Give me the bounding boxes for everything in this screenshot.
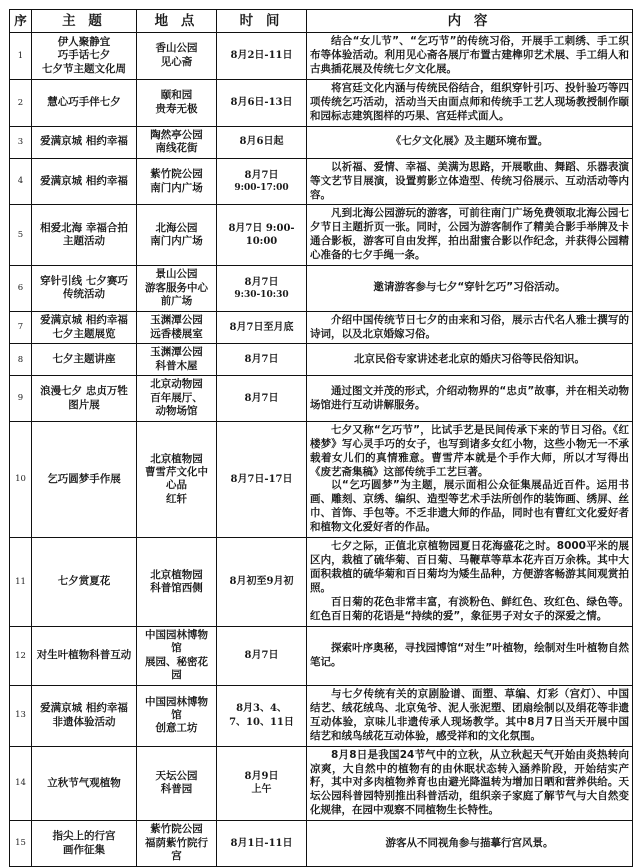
row-place: 紫竹院公园 福荫紫竹院行宫 [137, 821, 217, 866]
row-theme: 浪漫七夕 忠贞万牲 图片展 [32, 376, 137, 421]
row-time: 8月7日 9:30-10:30 [217, 266, 307, 311]
row-sequence-number: 4 [10, 158, 32, 205]
table-header [10, 10, 633, 33]
row-place: 玉渊潭公园 远香楼展室 [137, 311, 217, 344]
row-sequence-number: 14 [10, 746, 32, 821]
row-theme: 乞巧圆梦手作展 [32, 421, 137, 538]
row-place: 颐和园 贵寿无极 [137, 79, 217, 126]
row-time: 8月1日-11日 [217, 821, 307, 866]
row-content-paragraph: 介绍中国传统节日七夕的由来和习俗，展示古代名人雅士撰写的诗词，以及北京婚嫁习俗。 [310, 313, 629, 340]
row-time-range: 9:00-17:00 [234, 183, 289, 194]
row-time: 8月7日 9:00-10:00 [217, 205, 307, 266]
table-row [10, 344, 633, 376]
row-place: 北京动物园 百年展厅、 动物场馆 [137, 376, 217, 421]
row-content-paragraph: 《七夕文化展》及主题环境布置。 [390, 135, 549, 148]
row-sequence-number: 12 [10, 627, 32, 686]
row-theme: 慧心巧手伴七夕 [32, 79, 137, 126]
row-time: 8月7日至月底 [217, 311, 307, 344]
row-theme: 七夕主题讲座 [32, 344, 137, 376]
row-content-paragraph: 七夕之际，正值北京植物园夏日花海盛花之时。8000平米的展区内，栽植了硫华菊、百日菊、马鞭草等草本花卉百万余株。其中大面积栽植的硫华菊和百日菊均为矮生品种，方便游客畅游其间观赏拍照。 [310, 540, 629, 595]
row-time: 8月7日-17日 [217, 421, 307, 538]
row-theme: 穿针引线 七夕赛巧 传统活动 [32, 266, 137, 311]
row-theme: 伊人聚静宜 巧手话七夕 七夕节主题文化周 [32, 33, 137, 80]
row-sequence-number: 5 [10, 205, 32, 266]
row-theme: 爱满京城 相约幸福 [32, 158, 137, 205]
table-row [10, 685, 633, 746]
row-sequence-number: 11 [10, 538, 32, 627]
row-theme: 立秋节气观植物 [32, 746, 137, 821]
table-row [10, 376, 633, 421]
row-time: 8月7日 [217, 344, 307, 376]
row-theme: 相爱北海 幸福合拍 主题活动 [32, 205, 137, 266]
table-row [10, 266, 633, 311]
row-content [307, 126, 633, 158]
table-row [10, 821, 633, 866]
row-content [307, 33, 633, 80]
row-sequence-number: 10 [10, 421, 32, 538]
row-content-paragraph: 探索叶序奥秘，寻找园博馆“对生”叶植物，绘制对生叶植物自然笔记。 [310, 641, 629, 668]
row-content-paragraph: 凡到北海公园游玩的游客，可前往南门广场免费领取北海公园七夕节日主题折页一张。同时，公园为游客制作了精美合影手举牌及卡通合影板，游客可自由发挥，拍出甜蜜合影以作纪念，并获得公园精心准备的七夕手绳一条。 [310, 207, 629, 262]
row-time-range: 9:30-10:30 [234, 290, 289, 301]
row-sequence-number: 13 [10, 685, 32, 746]
row-content [307, 311, 633, 344]
column-header-time: 时 间 [217, 10, 307, 33]
row-content-paragraph: 结合“女儿节”、“乞巧节”的传统习俗，开展手工刺绣、手工织布等体验活动。利用见心斋各展厅布置古建榫卯艺术展、手工绢人和古典插花展及传统七夕文化展。 [310, 35, 629, 75]
table-row [10, 627, 633, 686]
row-place: 北海公园 南门内广场 [137, 205, 217, 266]
row-sequence-number: 8 [10, 344, 32, 376]
row-content [307, 627, 633, 686]
row-time: 8月7日 [217, 376, 307, 421]
table-row [10, 33, 633, 80]
row-time: 8月9日 上午 [217, 746, 307, 821]
row-theme: 爱满京城 相约幸福 [32, 126, 137, 158]
row-sequence-number: 2 [10, 79, 32, 126]
row-place: 景山公园 游客服务中心 前广场 [137, 266, 217, 311]
row-sequence-number: 1 [10, 33, 32, 80]
table-body [10, 33, 633, 867]
row-place: 玉渊潭公园 科普木屋 [137, 344, 217, 376]
row-time: 8月3、4、 7、10、11日 [217, 685, 307, 746]
row-sequence-number: 6 [10, 266, 32, 311]
row-theme: 对生叶植物科普互动 [32, 627, 137, 686]
row-content-paragraph: 百日菊的花色非常丰富，有淡粉色、鲜红色、玫红色、绿色等。红色百日菊的花语是“持续的爱”，象征男子对女子的深爱之情。 [310, 596, 629, 623]
row-theme: 爱满京城 相约幸福 非遗体验活动 [32, 685, 137, 746]
row-content-paragraph: 与七夕传统有关的京剧脸谱、面塑、草编、灯彩（宫灯）、中国结艺、绒花绒鸟、北京兔爷、泥人张泥塑、团扇绘制以及绢花等非遗互动体验，京味儿非遗传承人现场教学。其中8月7日当天开展中国结艺和绒鸟绒花互动体验，感受祥和的文化氛围。 [310, 687, 629, 742]
row-place: 紫竹院公园 南门内广场 [137, 158, 217, 205]
table-row [10, 205, 633, 266]
table-row [10, 421, 633, 538]
row-place: 香山公园 见心斋 [137, 33, 217, 80]
row-sequence-number: 9 [10, 376, 32, 421]
column-header-place: 地 点 [137, 10, 217, 33]
column-header-theme: 主 题 [32, 10, 137, 33]
row-place: 中国园林博物馆 展园、秘密花园 [137, 627, 217, 686]
row-content [307, 266, 633, 311]
row-place: 陶然亭公园 南线花街 [137, 126, 217, 158]
row-content-paragraph: 游客从不同视角参与描摹行宫风景。 [385, 836, 554, 849]
row-content-paragraph: 七夕又称“乞巧节”，比试手艺是民间传承下来的节日习俗。《红楼梦》写心灵手巧的女子，也写到诸多女红小物，这些小物无一不承载着女儿们的真情雅意。曹雪芹本就是个手作大师，所以才写得出《废艺斋集稿》这部传统手工艺巨著。 [310, 423, 629, 478]
table-row [10, 158, 633, 205]
row-theme: 指尖上的行宫 画作征集 [32, 821, 137, 866]
row-place: 天坛公园 科普园 [137, 746, 217, 821]
row-content [307, 344, 633, 376]
row-content [307, 79, 633, 126]
row-content-paragraph: 以“乞巧圆梦”为主题，展示面相公众征集展品近百件。运用书画、雕刻、京绣、编织、造型等艺术手法所创作的装饰画、绣屏、丝巾、首饰、手包等。不乏非遗大师的作品，同时也有曹红文化爱好者和植物文化爱好者的作品。 [310, 479, 629, 534]
row-content [307, 421, 633, 538]
row-theme: 七夕赏夏花 [32, 538, 137, 627]
row-content [307, 685, 633, 746]
row-place: 北京植物园 科普馆西侧 [137, 538, 217, 627]
table-row [10, 746, 633, 821]
column-header-seq: 序 [10, 10, 32, 33]
table-row [10, 126, 633, 158]
row-content-paragraph: 通过图文并茂的形式，介绍动物界的“忠贞”故事，并在相关动物场馆进行互动讲解服务。 [310, 384, 629, 411]
row-time: 8月2日-11日 [217, 33, 307, 80]
row-content-paragraph: 将宫廷文化内涵与传统民俗结合，组织穿针引巧、投针验巧等四项传统乞巧活动，活动当天由面点师和传统手工艺人现场教授制作颐和园标志建筑图样的巧果、宫廷样式面人。 [310, 81, 629, 122]
row-sequence-number: 7 [10, 311, 32, 344]
row-time: 8月初至9月初 [217, 538, 307, 627]
row-content-paragraph: 北京民俗专家讲述老北京的婚庆习俗等民俗知识。 [354, 352, 585, 365]
table-header-row [10, 10, 633, 33]
row-content [307, 746, 633, 821]
row-place: 北京植物园 曹雪芹文化中心品 红轩 [137, 421, 217, 538]
table-row [10, 79, 633, 126]
row-content-paragraph: 以祈福、爱情、幸福、美满为思路，开展歌曲、舞蹈、乐器表演等文艺节目展演，设置剪影立体造型、传统习俗展示、互动活动等内容。 [310, 160, 629, 201]
row-place: 中国园林博物馆 创意工坊 [137, 685, 217, 746]
table-row [10, 311, 633, 344]
row-sequence-number: 3 [10, 126, 32, 158]
column-header-content: 内 容 [307, 10, 633, 33]
row-content [307, 376, 633, 421]
row-content [307, 205, 633, 266]
row-content-paragraph: 8月8日是我国24节气中的立秋，从立秋起天气开始由炎热转向凉爽，大自然中的植物有的由休眠状态转入涵养阶段，开始结实产籽，其中对多肉植物养育也由避光降温转为增加日晒和营养供给。天坛公园科普园特别推出科普活动，组织亲子家庭了解节气与大自然变化规律，在园中观察不同植物生长特性。 [310, 748, 629, 817]
row-sequence-number: 15 [10, 821, 32, 866]
activity-table [9, 9, 633, 867]
row-content [307, 158, 633, 205]
row-time: 8月6日-13日 [217, 79, 307, 126]
row-time: 8月7日 9:00-17:00 [217, 158, 307, 205]
row-content [307, 821, 633, 866]
row-time: 8月7日 [217, 627, 307, 686]
table-row [10, 538, 633, 627]
row-time: 8月6日起 [217, 126, 307, 158]
row-content [307, 538, 633, 627]
row-content-paragraph: 邀请游客参与七夕“穿针乞巧”习俗活动。 [373, 281, 566, 294]
row-theme: 爱满京城 相约幸福 七夕主题展览 [32, 311, 137, 344]
